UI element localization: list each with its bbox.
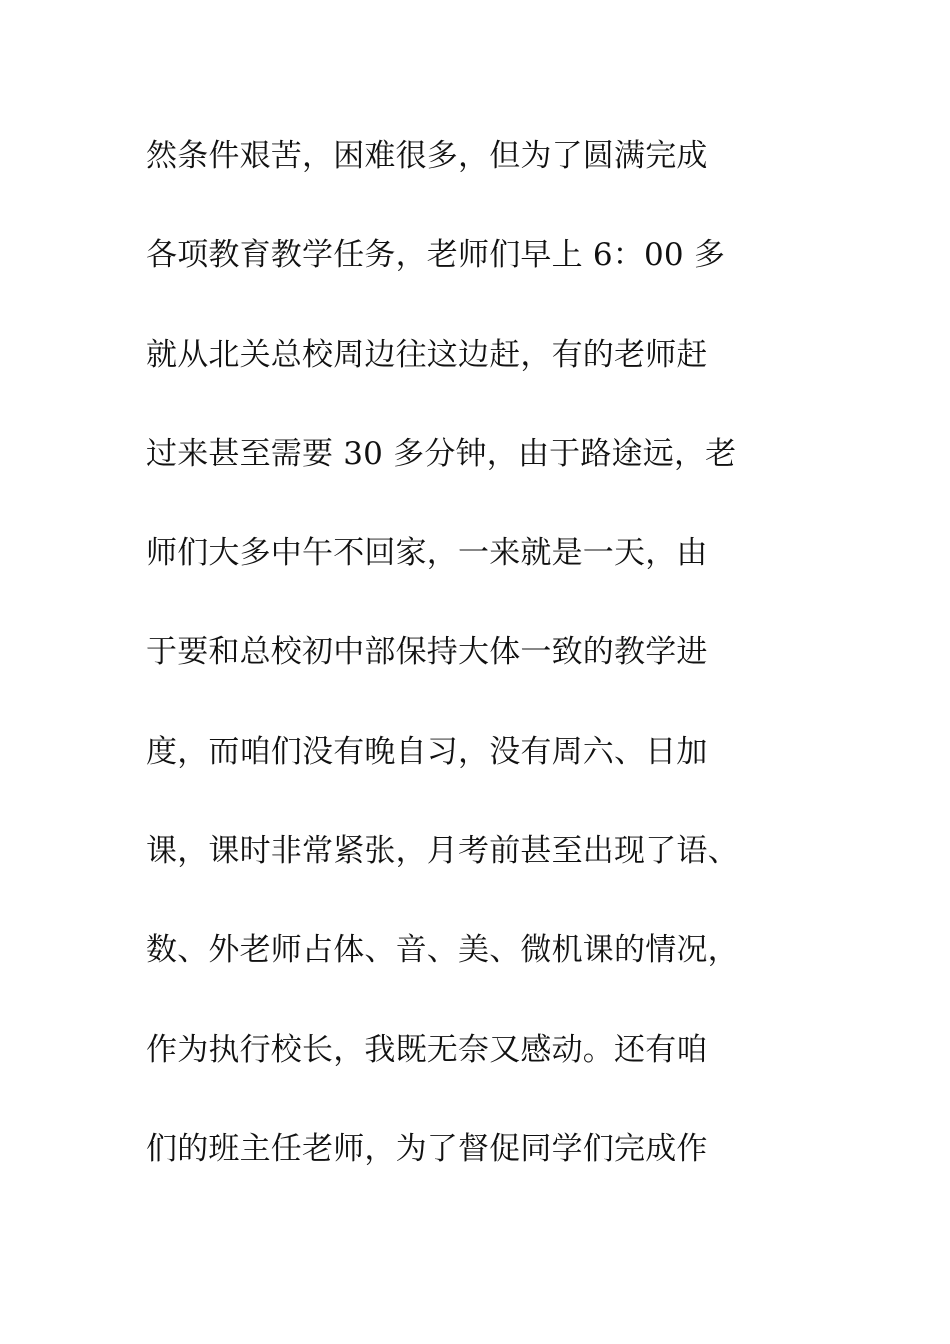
text-line-11: 们的班主任老师，为了督促同学们完成作 (146, 1130, 708, 1167)
text-line-6: 于要和总校初中部保持大体一致的教学进 (146, 634, 708, 671)
text-line-1: 然条件艰苦，困难很多，但为了圆满完成 (146, 138, 708, 174)
text-line-10: 作为执行校长，我既无奈又感动。还有咱 (146, 1031, 708, 1068)
text-line-9: 数、外老师占体、音、美、微机课的情况， (146, 932, 739, 969)
body-text (146, 126, 846, 1218)
text-line-2: 各项教育教学任务，老师们早上 6：00 多 (146, 237, 726, 274)
text-line-3: 就从北关总校周边往这边赶，有的老师赶 (146, 336, 708, 373)
text-line-5: 师们大多中午不回家，一来就是一天，由 (146, 535, 708, 572)
text-line-7: 度，而咱们没有晚自习，没有周六、日加 (146, 733, 708, 770)
text-line-8: 课，课时非常紧张，月考前甚至出现了语、 (146, 833, 739, 870)
text-line-4: 过来甚至需要 30 多分钟，由于路途远，老 (146, 435, 737, 472)
